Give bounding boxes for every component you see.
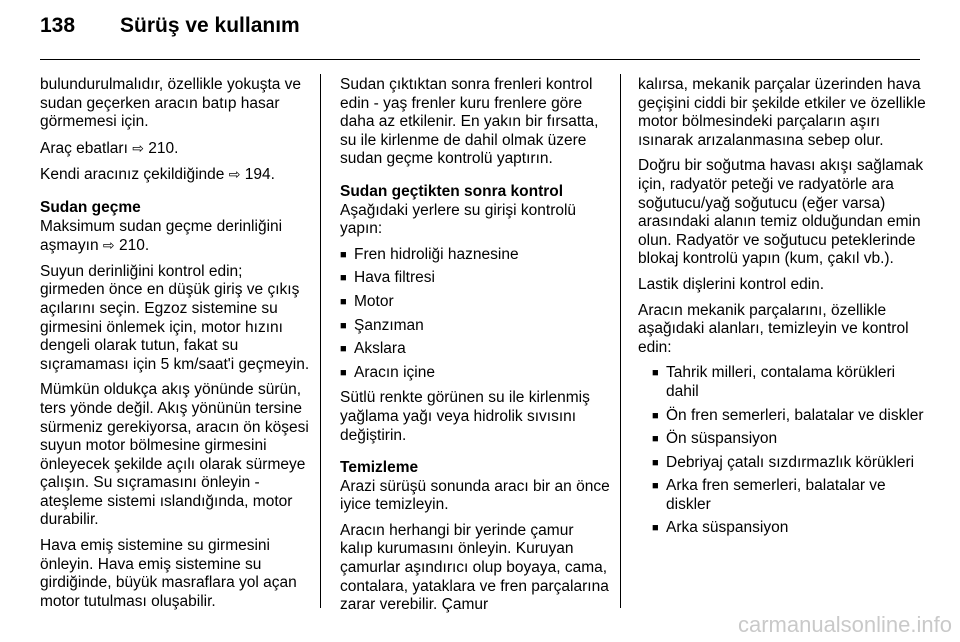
- page-title: Sürüş ve kullanım: [120, 14, 300, 37]
- list-item: ■ Ön fren semerleri, balatalar ve diskler: [652, 406, 924, 424]
- square-bullet-icon: ■: [652, 367, 659, 380]
- paragraph: Aşağıdaki yerlere su girişi kontrolü yapın:: [340, 201, 577, 238]
- column-2: [340, 76, 610, 622]
- paragraph-ref-depth: Maksimum sudan geçme derinliğini aşmayın ⇨ 210.: [40, 217, 283, 255]
- list-item: ■ Motor: [340, 292, 394, 310]
- list-item: ■ Şanzıman: [340, 316, 424, 334]
- square-bullet-icon: ■: [652, 433, 659, 446]
- page-header: [40, 14, 920, 44]
- square-bullet-icon: ■: [340, 272, 347, 285]
- list-item: ■ Debriyaj çatalı sızdırmazlık körükleri: [652, 453, 915, 471]
- section-heading: Sudan geçme: [40, 198, 141, 216]
- paragraph-ref-dimensions: Araç ebatları ⇨ 210.: [40, 139, 179, 157]
- arrow-right-icon: ⇨: [102, 237, 115, 254]
- square-bullet-icon: ■: [652, 409, 659, 422]
- square-bullet-icon: ■: [340, 319, 347, 332]
- column-1: [40, 76, 310, 618]
- paragraph: Arazi sürüşü sonunda aracı bir an önce iyice temizleyin.: [340, 477, 610, 514]
- cleaning-list: [638, 364, 926, 538]
- check-list: [340, 246, 610, 383]
- paragraph: kalırsa, mekanik parçalar üzerinden hava geçişini ciddi bir şekilde etkiler ve özellikle motor bölmesindeki parçaların aşırı ısınarak arızalanmasına sebep olur.: [638, 76, 926, 149]
- list-item: ■ Aracın içine: [340, 363, 435, 381]
- arrow-right-icon: ⇨: [132, 139, 144, 156]
- list-item: ■ Hava filtresi: [340, 269, 435, 287]
- column-divider-2: [620, 74, 621, 608]
- list-item: ■ Arka süspansiyon: [652, 519, 789, 537]
- paragraph: Hava emiş sistemine su girmesini önleyin. Hava emiş sistemine su girdiğinde, büyük masraflara yol açan motor tutulması oluşabilir.: [40, 537, 297, 610]
- page-reference-link[interactable]: 194.: [244, 166, 275, 184]
- square-bullet-icon: ■: [340, 248, 347, 261]
- page-reference-link[interactable]: 210.: [148, 139, 179, 157]
- paragraph: Mümkün oldukça akış yönünde sürün, ters yönde değil. Akış yönünün tersine sürmeniz gerekiyorsa, aracın ön köşesi suyun motor bölmesine girmesini önleyecek şekilde açılı olarak sürmeye çalışın. Su sıçramasını önleyin - ateşleme sistemi ıslandığında, motor durabilir.: [40, 381, 309, 529]
- square-bullet-icon: ■: [652, 456, 659, 469]
- section-heading: Temizleme: [340, 459, 419, 477]
- paragraph-ref-towing: Kendi aracınız çekildiğinde ⇨ 194.: [40, 166, 275, 184]
- square-bullet-icon: ■: [340, 366, 347, 379]
- square-bullet-icon: ■: [340, 343, 347, 356]
- page-number: 138: [40, 14, 76, 37]
- header-divider: [40, 59, 920, 60]
- watermark: carmanualsonline.info: [737, 612, 952, 637]
- list-item: ■ Tahrik milleri, contalama körükleri dahil: [652, 364, 896, 400]
- paragraph: Doğru bir soğutma havası akışı sağlamak için, radyatör peteği ve radyatörle ara soğutucu/yağ soğutucu (eğer varsa) arasındaki alanın temiz olduğundan emin olun. Radyatör ve soğutucu peteklerinde blokaj kontrolü yapın (kum, çakıl vb.).: [638, 157, 924, 268]
- list-item: ■ Akslara: [340, 340, 406, 358]
- paragraph: bulundurulmalıdır, özellikle yokuşta ve sudan geçerken aracın batıp hasar görmemesi için.: [40, 76, 302, 131]
- square-bullet-icon: ■: [340, 295, 347, 308]
- arrow-right-icon: ⇨: [228, 166, 241, 183]
- paragraph: Aracın herhangi bir yerinde çamur kalıp kurumasını önleyin. Kuruyan çamurlar aşındırıcı olup boyaya, cama, contalara, yataklara ve fren parçalarına zarar verebilir. Çamur: [340, 521, 609, 614]
- column-3: [638, 76, 926, 545]
- paragraph: Lastik dişlerini kontrol edin.: [638, 275, 825, 293]
- square-bullet-icon: ■: [652, 522, 659, 535]
- list-item: ■ Ön süspansiyon: [652, 430, 778, 448]
- page-reference-link[interactable]: 210.: [118, 237, 150, 255]
- square-bullet-icon: ■: [652, 480, 659, 493]
- column-divider-1: [320, 74, 321, 608]
- paragraph: Aracın mekanik parçalarını, özellikle aşağıdaki alanları, temizleyin ve kontrol edin:: [638, 301, 909, 356]
- paragraph: Sudan çıktıktan sonra frenleri kontrol edin - yaş frenler kuru frenlere göre daha az etkilenir. En yakın bir fırsatta, su ile kirlenme de dahil olmak üzere sudan geçme kontrolü yaptırın.: [340, 76, 599, 168]
- paragraph: Sütlü renkte görünen su ile kirlenmiş yağlama yağı veya hidrolik sıvısını değiştirin.: [340, 389, 590, 444]
- list-item: ■ Arka fren semerleri, balatalar ve diskler: [652, 477, 886, 513]
- paragraph: Suyun derinliğini kontrol edin; girmeden önce en düşük giriş ve çıkış açılarını seçin. Egzoz sistemine su girmesini önlemek için, motor hızını dengeli olarak tutun, fakat su sıçramaması için 5 km/saat'i geçmeyin.: [40, 262, 310, 373]
- section-heading: Sudan geçtikten sonra kontrol: [340, 182, 564, 200]
- list-item: ■ Fren hidroliği haznesine: [340, 245, 519, 263]
